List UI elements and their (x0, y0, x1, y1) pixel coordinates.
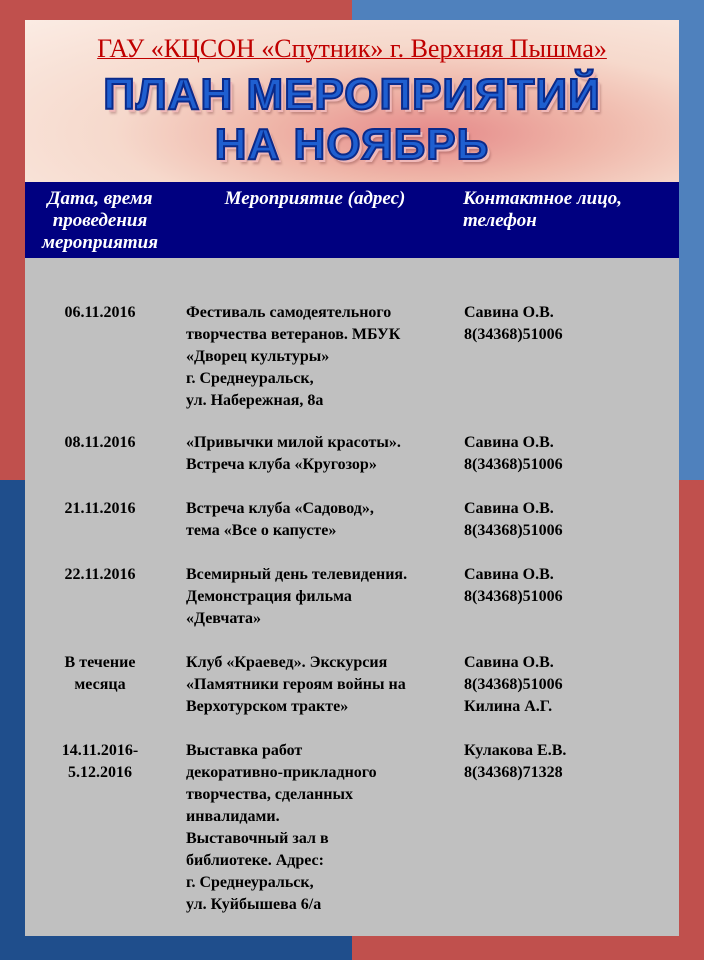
event-contact: Савина О.В. 8(34368)51006 Килина А.Г. (464, 654, 563, 715)
event-description: «Привычки милой красоты». Встреча клуба «Кругозор» (186, 434, 401, 473)
event-description: Выставка работ декоративно-прикладного творчества, сделанных инвалидами. Выставочный зал в библиотеке. Адрес: г. Среднеуральск, ул. Куйбышева 6/а (186, 742, 377, 913)
event-date: В течение месяца (64, 654, 136, 693)
organization-name: ГАУ «КЦСОН «Спутник» г. Верхняя Пышма» (97, 34, 607, 63)
event-description: Всемирный день телевидения. Демонстрация фильма «Девчата» (186, 566, 408, 627)
poster-panel (25, 20, 679, 936)
table-header (25, 182, 679, 258)
poster-header (25, 20, 679, 182)
event-description: Клуб «Краевед». Экскурсия «Памятники героям войны на Верхотурском тракте» (186, 654, 406, 715)
column-header-contact: Контактное лицо, телефон (463, 188, 623, 231)
event-contact: Савина О.В. 8(34368)51006 (464, 434, 563, 473)
event-date: 21.11.2016 (64, 500, 136, 517)
event-description: Встреча клуба «Садовод», тема «Все о капусте» (186, 500, 374, 539)
poster-title-line-2: НА НОЯБРЬ (214, 120, 490, 169)
event-date: 06.11.2016 (64, 304, 136, 321)
column-header-event: Мероприятие (адрес) (224, 188, 406, 209)
event-description: Фестиваль самодеятельного творчества ветеранов. МБУК «Дворец культуры» г. Среднеуральск, ул. Набережная, 8а (186, 304, 401, 409)
event-contact: Савина О.В. 8(34368)51006 (464, 304, 563, 343)
column-header-date: Дата, время проведения мероприятия (41, 188, 158, 253)
poster-title-line-1: ПЛАН МЕРОПРИЯТИЙ (103, 70, 601, 119)
event-contact: Кулакова Е.В. 8(34368)71328 (464, 742, 567, 781)
event-contact: Савина О.В. 8(34368)51006 (464, 500, 563, 539)
event-date: 08.11.2016 (64, 434, 136, 451)
event-contact: Савина О.В. 8(34368)51006 (464, 566, 563, 605)
event-date: 14.11.2016- 5.12.2016 (61, 742, 139, 781)
event-date: 22.11.2016 (64, 566, 136, 583)
